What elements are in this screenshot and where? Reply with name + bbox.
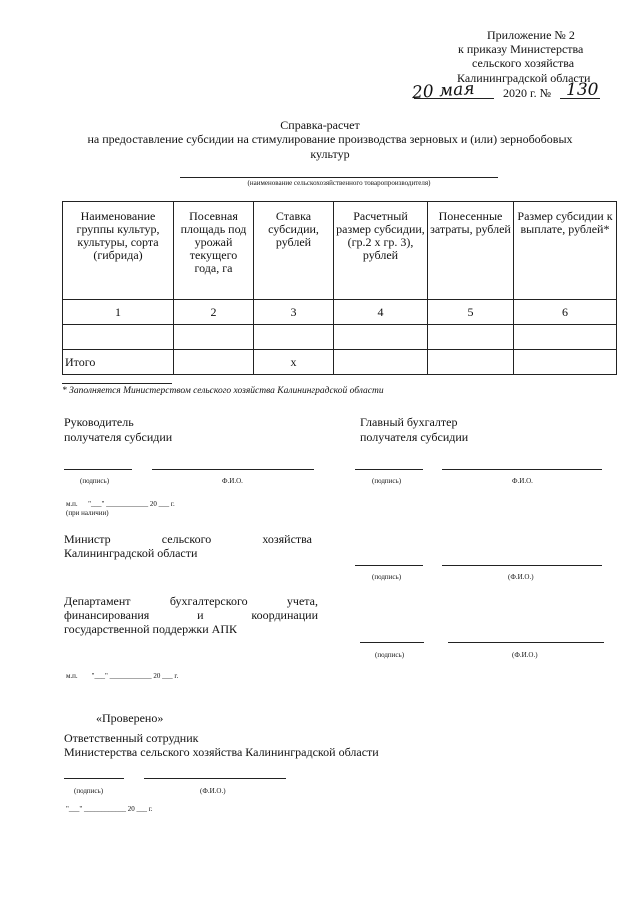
accountant-signature-line [355,469,423,470]
table-cell [514,325,617,350]
date-underline [414,98,494,99]
handwritten-date: 20 мая [411,78,476,104]
responsible-fio-line [144,778,286,779]
footnote: * Заполняется Министерством сельского хозяйства Калининградской области [62,386,384,396]
minister-word: Министр [64,532,111,546]
column-number-4: 4 [334,300,428,325]
dept-word: финансирования [64,608,150,622]
table-cell [334,325,428,350]
minister-title [64,532,312,547]
if-present-note: (при наличии) [66,509,109,517]
accountant-fio-line [442,469,602,470]
total-label: Итого [63,350,174,375]
doc-subtitle: на предоставление субсидии на стимулирование производства зерновых и (или) зернобобовых [87,132,573,146]
responsible-sign-caption: (подпись) [74,787,104,795]
column-number-2: 2 [174,300,254,325]
dept-line-1 [64,594,318,609]
header-calculated-amount: Расчетный размер субсидии, (гр.2 х гр. 3), рублей [334,202,428,300]
minister-word: хозяйства [262,532,312,546]
appendix-region: Калининградской области [457,71,591,85]
header-crop-group: Наименование группы культур, культуры, сорта (гибрида) [63,202,174,300]
accountant-title: Главный бухгалтер [360,415,458,429]
minister-region: Калининградской области [64,546,198,560]
dept-word: координации [251,608,318,622]
number-underline [560,98,600,99]
minister-sign-caption: (подпись) [372,573,402,581]
responsible-date: "___" ____________ 20 ___ г. [66,805,153,813]
dept-word: учета, [286,594,318,608]
subsidy-table [62,201,617,375]
table-header-row [63,202,617,300]
dept-word: и [197,608,204,622]
dept-fio-line [448,642,604,643]
accountant-sign-caption: (подпись) [372,477,402,485]
table-cell [174,325,254,350]
dept-signature-line [360,642,424,643]
producer-caption: (наименование сельскохозяйственного товаропроизводителя) [247,179,431,187]
header-expenses: Понесенные затраты, рублей [428,202,514,300]
responsible-title: Ответственный сотрудник [64,731,199,745]
table-cell [514,350,617,375]
stamp-place-1: м.п. "___" ____________ 20 ___ г. [66,500,175,508]
responsible-signature-line [64,778,124,779]
minister-word: сельского [161,532,212,546]
producer-name-line [180,177,498,178]
table-cell [254,325,334,350]
appendix-title: Приложение № 2 [487,28,575,42]
appendix-ministry: сельского хозяйства [472,56,575,70]
header-payout: Размер субсидии к выплате, рублей* [514,202,617,300]
table-cell [428,325,514,350]
table-cell [428,350,514,375]
column-number-3: 3 [254,300,334,325]
table-number-row [63,300,617,325]
accountant-subtitle: получателя субсидии [360,430,469,444]
header-sown-area: Посевная площадь под урожай текущего года, га [174,202,254,300]
table-total-row [63,350,617,375]
accountant-fio-caption: Ф.И.О. [512,477,533,485]
dept-line-3: государственной поддержки АПК [64,622,238,636]
table-cell [334,350,428,375]
column-number-6: 6 [514,300,617,325]
table-cell [174,350,254,375]
dept-line-2 [64,608,318,623]
head-fio-line [152,469,314,470]
table-cell [63,325,174,350]
dept-word: Департамент [64,594,131,608]
header-rate: Ставка субсидии, рублей [254,202,334,300]
footnote-separator [62,383,172,384]
column-number-5: 5 [428,300,514,325]
head-sign-caption: (подпись) [80,477,110,485]
handwritten-number: 130 [566,80,599,100]
dept-fio-caption: (Ф.И.О.) [512,651,538,659]
dept-sign-caption: (подпись) [375,651,405,659]
doc-title: Справка-расчет [280,118,360,132]
minister-fio-caption: (Ф.И.О.) [508,573,534,581]
minister-fio-line [442,565,602,566]
head-title: Руководитель [64,415,134,429]
head-signature-line [64,469,132,470]
stamp-place-2: м.п. "___" ____________ 20 ___ г. [66,672,179,680]
minister-signature-line [355,565,423,566]
checked-label: «Проверено» [96,711,164,725]
total-rate-x: х [254,350,334,375]
appendix-year: 2020 г. № [503,86,552,100]
appendix-order: к приказу Министерства [458,42,584,56]
doc-subtitle-end: культур [310,147,350,161]
responsible-fio-caption: (Ф.И.О.) [200,787,226,795]
head-subtitle: получателя субсидии [64,430,173,444]
responsible-ministry: Министерства сельского хозяйства Калининградской области [64,745,379,759]
column-number-1: 1 [63,300,174,325]
dept-word: бухгалтерского [169,594,248,608]
head-fio-caption: Ф.И.О. [222,477,243,485]
table-row [63,325,617,350]
